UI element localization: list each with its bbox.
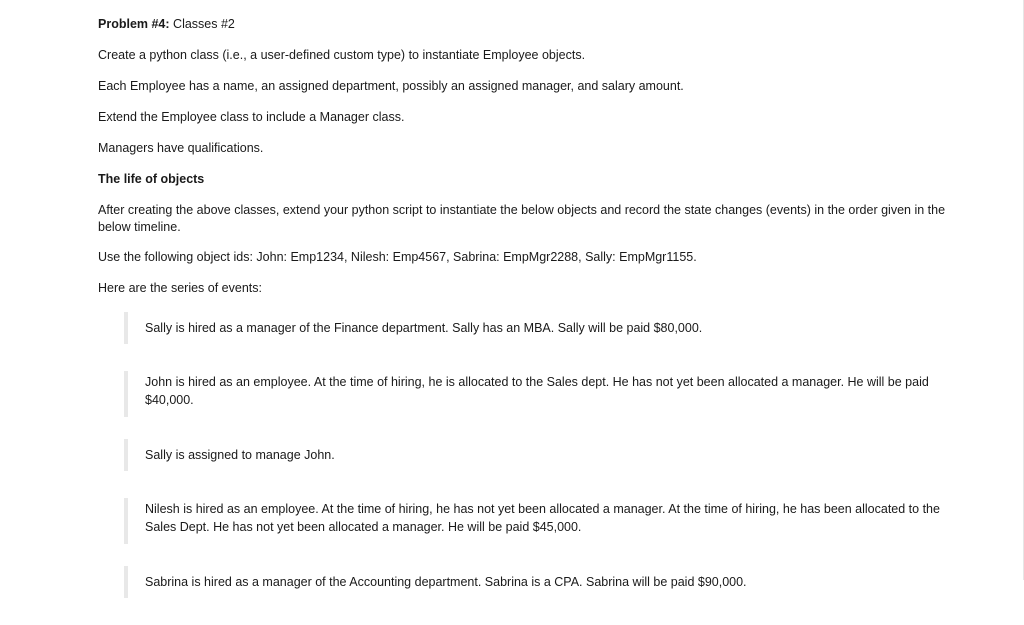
events-list bbox=[124, 312, 964, 625]
paragraph-instantiate-objects: After creating the above classes, extend your python script to instantiate the below objects and record the state changes (events) in the order given in the below timeline. bbox=[98, 203, 946, 234]
event-sally-manages-john bbox=[124, 439, 964, 471]
event-text: Sally is hired as a manager of the Finance department. Sally has an MBA. Sally will be paid $80,000. bbox=[145, 321, 703, 335]
paragraph-object-ids: Use the following object ids: John: Emp1234, Nilesh: Emp4567, Sabrina: EmpMgr2288, Sally: EmpMgr1155. bbox=[98, 250, 697, 264]
event-sabrina-hired bbox=[124, 566, 964, 598]
event-text: Sally is assigned to manage John. bbox=[145, 448, 335, 462]
problem-title-text: Classes #2 bbox=[173, 17, 235, 31]
event-john-hired bbox=[124, 371, 964, 417]
problem-content bbox=[98, 16, 978, 311]
paragraph-create-class: Create a python class (i.e., a user-defined custom type) to instantiate Employee objects. bbox=[98, 48, 586, 62]
event-text: Nilesh is hired as an employee. At the time of hiring, he has not yet been allocated a manager. At the time of hiring, he has been allocated to the Sales Dept. He has not yet been allocated a manager. He will be paid $45,000. bbox=[145, 502, 940, 534]
section-heading: The life of objects bbox=[98, 172, 205, 186]
paragraph-employee-attributes: Each Employee has a name, an assigned department, possibly an assigned manager, and salary amount. bbox=[98, 79, 684, 93]
problem-label: Problem #4: bbox=[98, 17, 170, 31]
event-text: John is hired as an employee. At the time of hiring, he is allocated to the Sales dept. He has not yet been allocated a manager. He will be paid $40,000. bbox=[145, 375, 929, 407]
paragraph-extend-manager: Extend the Employee class to include a Manager class. bbox=[98, 110, 405, 124]
paragraph-manager-qualifications: Managers have qualifications. bbox=[98, 141, 264, 155]
paragraph-series-intro: Here are the series of events: bbox=[98, 281, 262, 295]
event-nilesh-hired bbox=[124, 498, 964, 544]
problem-title bbox=[98, 16, 978, 33]
event-text: Sabrina is hired as a manager of the Accounting department. Sabrina is a CPA. Sabrina will be paid $90,000. bbox=[145, 575, 747, 589]
event-sally-hired bbox=[124, 312, 964, 344]
